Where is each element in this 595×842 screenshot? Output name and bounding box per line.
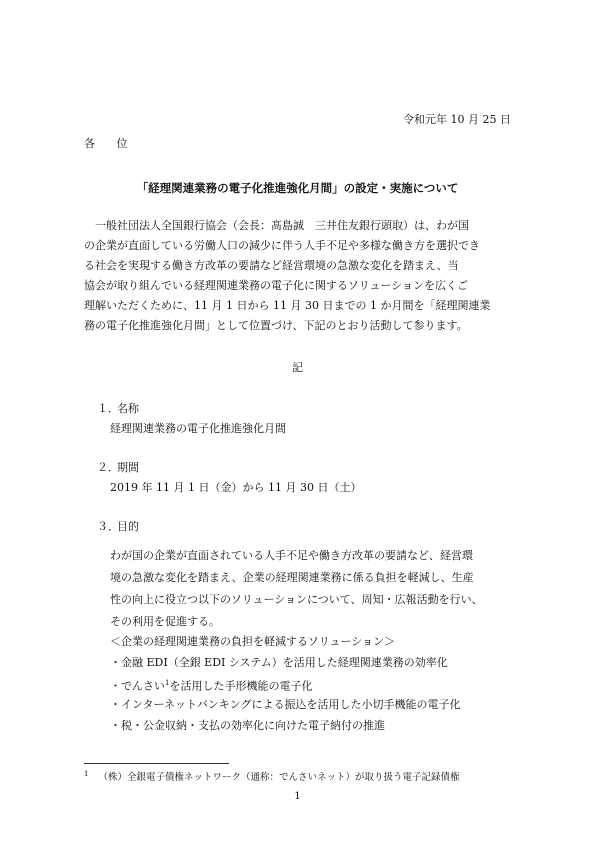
purpose-paragraph — [110, 545, 520, 633]
footnote-text: （株）全銀電子債権ネットワーク（通称：でんさいネット）が取り扱う電子記録債権 — [98, 772, 460, 784]
solution-heading: ＜企業の経理関連業務の負担を軽減するソリューション＞ — [110, 635, 396, 648]
document-title: 「経理関連業務の電子化推進強化月間」の設定・実施について — [136, 181, 459, 195]
purpose-line: 境の急激な変化を踏まえ、企業の経理関連業務に係る負担を軽減し、生産 — [110, 571, 474, 584]
solution-item: ・インターネットバンキングによる振込を活用した小切手機能の電子化 — [110, 698, 461, 711]
section-number: ２． — [97, 461, 119, 474]
footnote-mark: 1 — [84, 770, 89, 778]
solution-item: ・金融 EDI（全銀 EDI システム）を活用した経理関連業務の効率化 — [110, 656, 448, 669]
document-date: 令和元年 10 月 25 日 — [403, 113, 511, 126]
section-body: 経理関連業務の電子化推進強化月間 — [110, 422, 286, 435]
section-number: １． — [97, 402, 119, 415]
intro-line: 理解いただくために、11 月 1 日から 11 月 30 日までの 1 か月間を「経理関連業 — [84, 299, 491, 312]
section-heading: 名称 — [117, 402, 139, 415]
ki-heading: 記 — [292, 361, 303, 374]
footnote — [84, 771, 459, 783]
solution-list — [110, 631, 460, 736]
purpose-line: わが国の企業が直面されている人手不足や働き方改革の要請など、経営環 — [110, 549, 473, 562]
purpose-line: その利用を促進する。 — [110, 615, 220, 628]
intro-line: 務の電子化推進強化月間」として位置づけ、下記のとおり活動して参ります。 — [84, 319, 468, 332]
section-heading: 目的 — [117, 520, 139, 533]
intro-paragraph — [84, 216, 519, 336]
page-number: 1 — [294, 791, 301, 802]
solution-item — [110, 673, 460, 694]
addressee: 各 位 — [84, 137, 137, 150]
section-number: ３． — [97, 520, 119, 533]
intro-line: 協会が取り組んでいる経理関連業務の電子化に関するソリューションを広くご — [84, 279, 469, 292]
intro-line: の企業が直面している労働人口の減少に伴う人手不足や多様な働き方を選択でき — [84, 239, 480, 252]
footnote-divider — [84, 763, 229, 764]
intro-line: る社会を実現する働き方改革の要請など経営環境の急激な変化を踏まえ、当 — [84, 259, 459, 272]
solution-item-text: ・でんさい — [110, 679, 165, 693]
intro-line: 一般社団法人全国銀行協会（会長：髙島誠 三井住友銀行頭取）は、わが国 — [95, 219, 469, 232]
footnote-reference: 1 — [165, 679, 170, 687]
purpose-line: 性の向上に役立つ以下のソリューションについて、周知・広報活動を行い、 — [110, 593, 483, 606]
solution-item-text: を活用した手形機能の電子化 — [169, 679, 313, 693]
section-body: 2019 年 11 月 1 日（金）から 11 月 30 日（土） — [110, 481, 362, 494]
section-heading: 期間 — [117, 461, 139, 474]
solution-item: ・税・公金収納・支払の効率化に向けた電子納付の推進 — [110, 719, 385, 732]
